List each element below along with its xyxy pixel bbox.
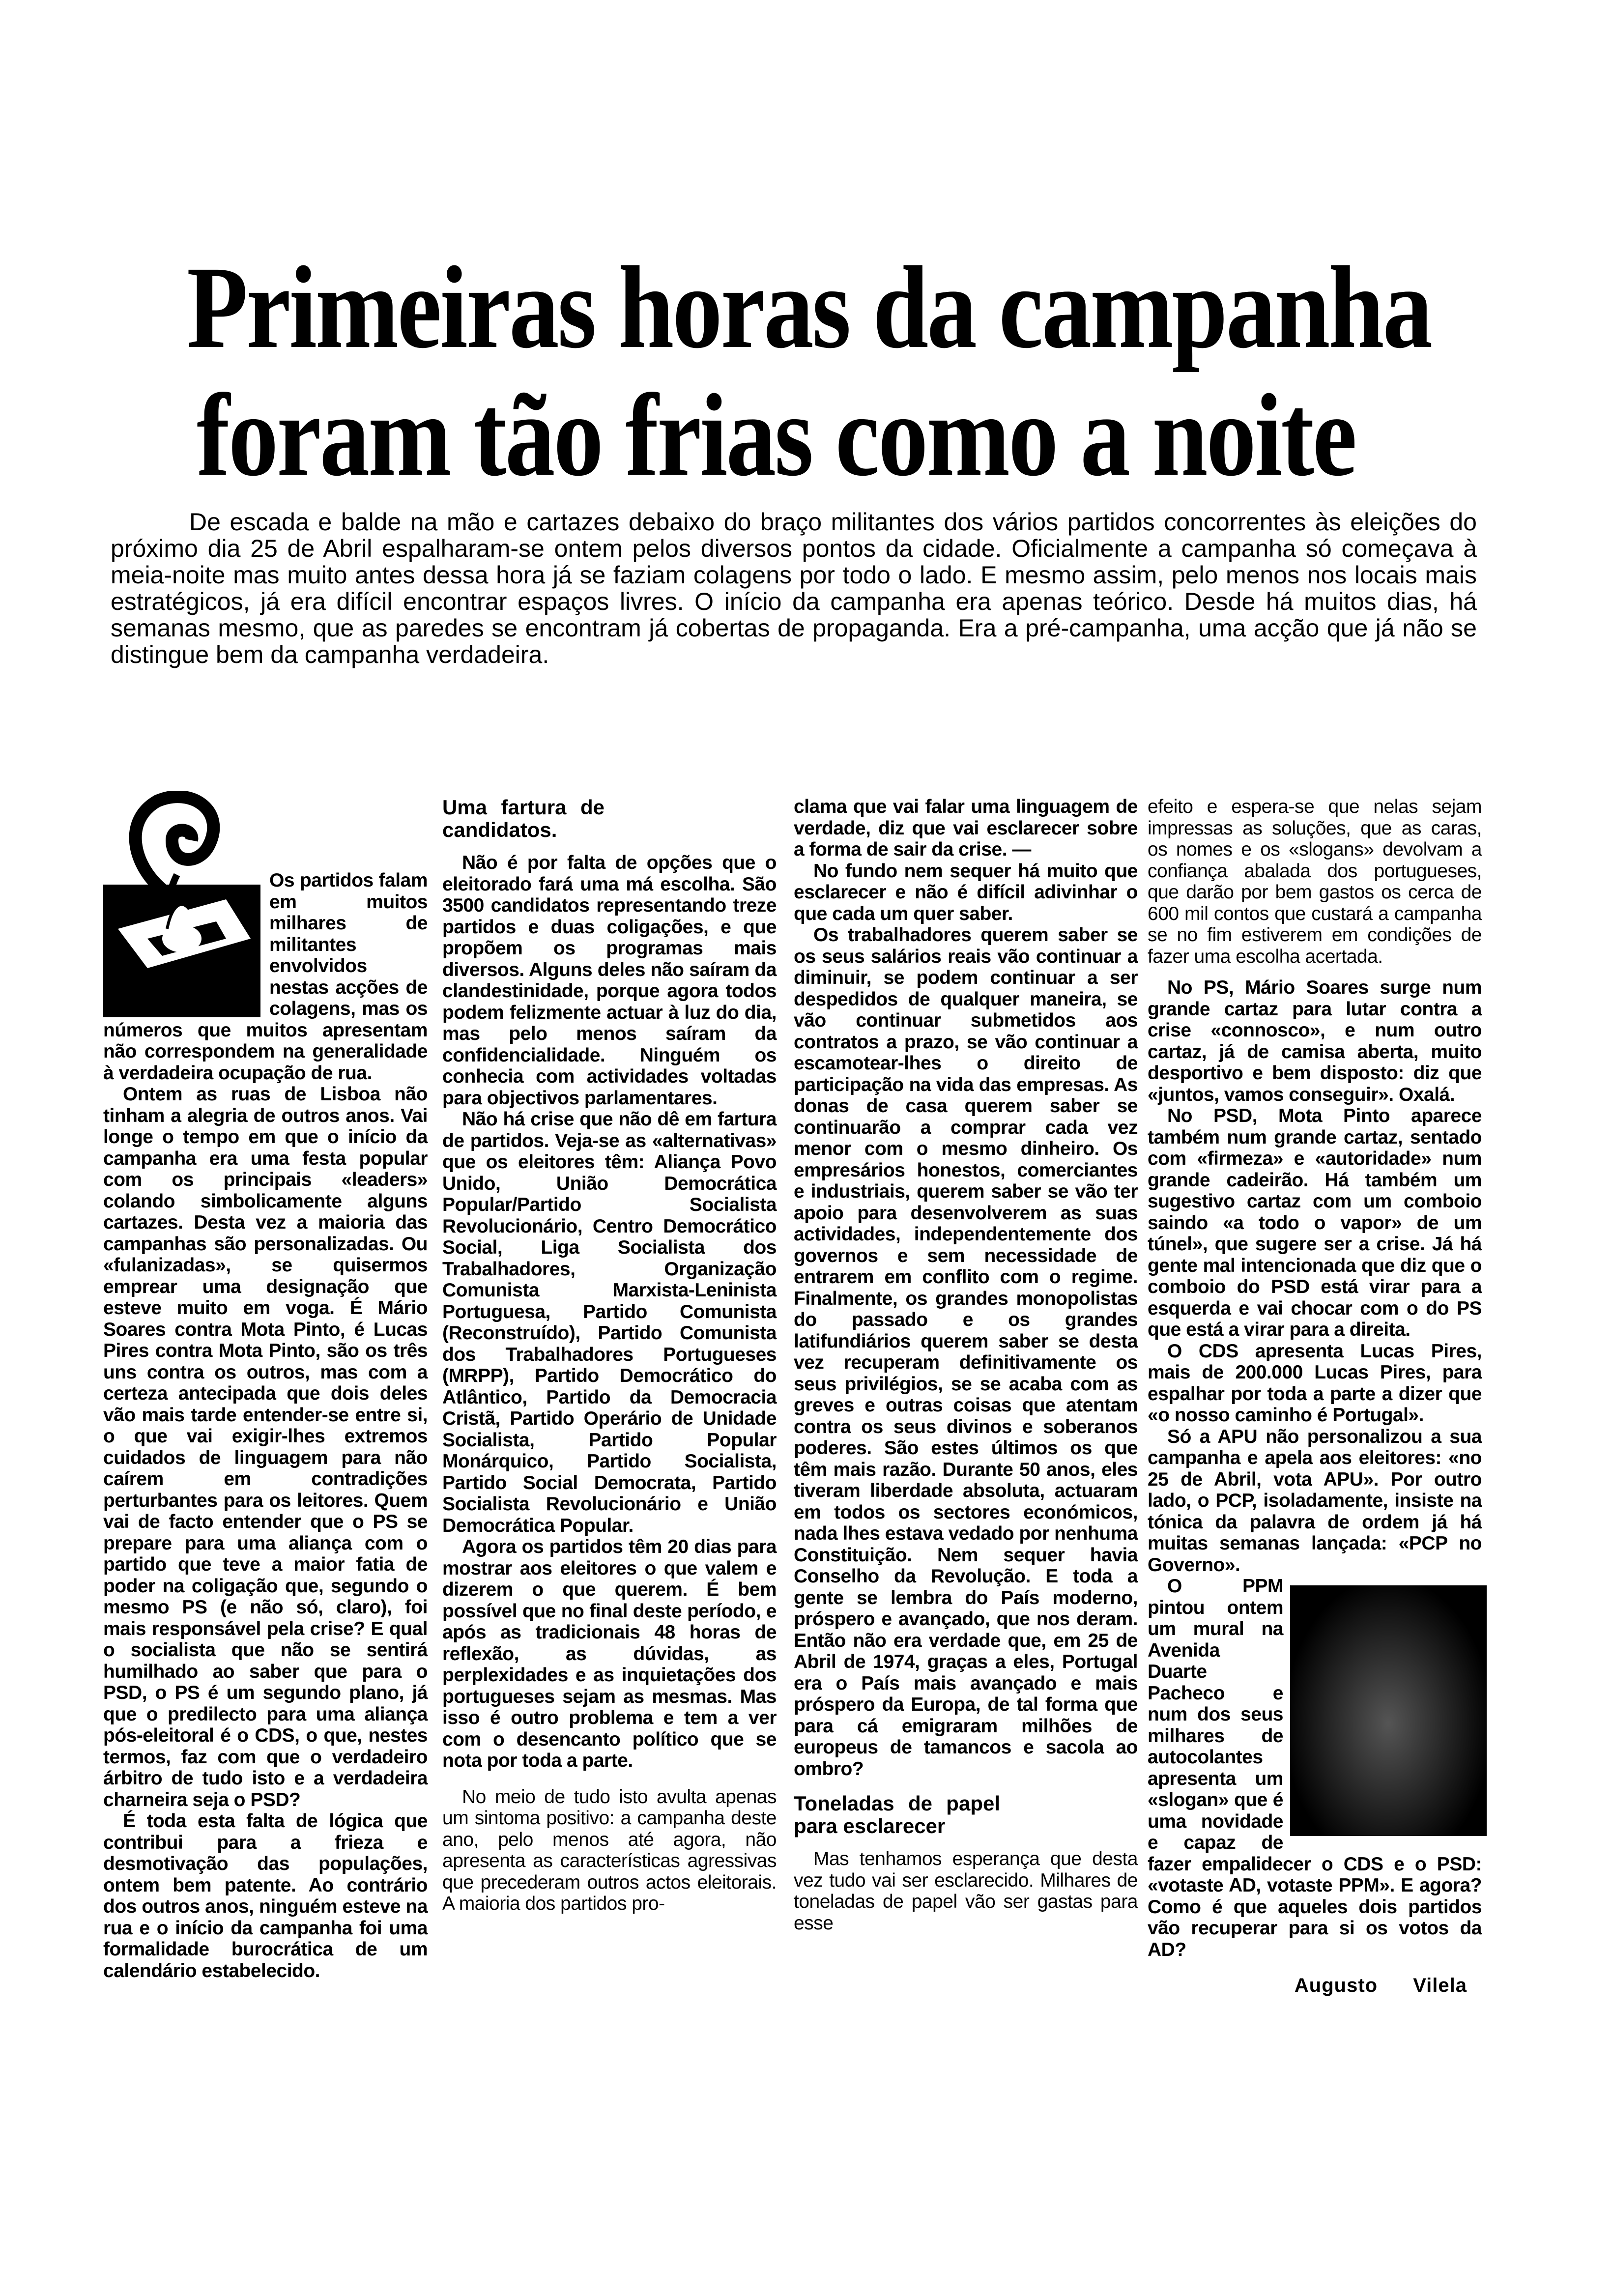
col4-paragraph-3: No PSD, Mota Pinto aparece também num grande cartaz, sentado com «firmeza» e «autoridade» num grande cadeirão. Há também um sugestivo cartaz com um comboio saindo «a todo o vapor» de um túnel», que sugere ser a crise. Já há gente mal intencionada que diz que o comboio do PSD está virar para a esquerda e vai chocar com o do PS que está a virar para a direita.: [1148, 1105, 1482, 1340]
subheading-toneladas-de-papel: Toneladas de papel para esclarecer: [794, 1792, 1000, 1837]
col4-paragraph-1: efeito e espera-se que nelas sejam impressas as soluções, que as caras, os nomes e os «slogans» devolvam a confiança abalada dos portugueses, que darão por bem gastos os cerca de 600 mil contos que custará a campanha se no fim estiverem em condições de fazer uma escolha acertada.: [1148, 796, 1482, 967]
author-portrait-photo: [1290, 1585, 1487, 1836]
subheading-uma-fartura: Uma fartura de candidatos.: [442, 796, 604, 841]
col1-paragraph-1: Os partidos falam em muitos milhares de militantes envolvidos nestas acções de colagens, mas os números que muitos apresentam não correspondem na generalidade à verdadeira ocupação de rua.: [103, 870, 428, 1084]
col2-paragraph-2: Não há crise que não dê em fartura de partidos. Veja-se as «alternativas» que os eleitores têm: Aliança Povo Unido, União Democrática Popular/Partido Socialista Revolucionário, Centro Democrático Social, Liga Socialista dos Trabalhadores, Organização Comunista Marxista-Leninista Portuguesa, Partido Comunista (Reconstruído), Partido Comunista dos Trabalhadores Portugueses (MRPP), Partido Democrático do Atlântico, Partido da Democracia Cristã, Partido Operário de Unidade Socialista, Partido Popular Monárquico, Partido Socialista, Partido Social Democrata, Partido Socialista Revolucionário e União Democrática Popular.: [442, 1109, 777, 1536]
lede-text: De escada e balde na mão e cartazes debaixo do braço militantes dos vários partidos concorrentes às eleições do próximo dia 25 de Abril espalharam-se ontem pelos diversos pontos da cidade. Oficialmente a campanha só começava à meia-noite mas muito antes dessa hora já se faziam colagens por todo o lado. E mesmo assim, pelo menos nos locais mais estratégicos, já era difícil encontrar espaços livres. O início da campanha era apenas teórico. Desde há muitos dias, há semanas mesmo, que as paredes se encontram já cobertas de propaganda. Era a pré-campanha, uma acção que já não se distingue bem da campanha verdadeira.: [111, 508, 1477, 668]
byline: Augusto Vilela: [1294, 1975, 1467, 1996]
col2-paragraph-1: Não é por falta de opções que o eleitorado fará uma má escolha. São 3500 candidatos representando treze partidos e duas coligações, e que propõem os programas mais diversos. Alguns deles não saíram da clandestinidade, porque agora todos podem felizmente actuar à luz do dia, mas pelo menos saíram da confidencialidade. Ninguém os conhecia com actividades voltadas para objectivos parlamentares.: [442, 852, 777, 1109]
col3-paragraph-1: clama que vai falar uma linguagem de verdade, diz que vai esclarecer sobre a forma de sair da crise. —: [794, 796, 1138, 860]
lede-paragraph: [111, 509, 1477, 668]
col3-paragraph-4: Mas tenhamos esperança que desta vez tudo vai ser esclarecido. Milhares de toneladas de papel vão ser gastas para esse: [794, 1848, 1138, 1934]
column-3: [794, 796, 1138, 1934]
headline-line-1: Primeiras horas da campanha: [187, 242, 1431, 373]
col3-paragraph-2: No fundo nem sequer há muito que esclarecer e não é difícil adivinhar o que cada um quer saber.: [794, 860, 1138, 924]
col4-paragraph-5: Só a APU não personalizou a sua campanha e apela aos eleitores: «no 25 de Abril, vota APU». Por outro lado, o PCP, isoladamente, insiste na tónica da palavra de ordem já há muitas semanas lançada: «PCP no Governo».: [1148, 1426, 1482, 1576]
col2-paragraph-3: Agora os partidos têm 20 dias para mostrar aos eleitores o que valem e dizerem o que querem. É bem possível que no final deste período, e após as tradicionais 48 horas de reflexão, as dúvidas, as perplexidades e as inquietações dos portugueses sejam as mesmas. Mas isso é outro problema e tem a ver com o desencanto político que se nota por toda a parte.: [442, 1536, 777, 1771]
col3-paragraph-3: Os trabalhadores querem saber se os seus salários reais vão continuar a diminuir, se podem continuar a ser despedidos de qualquer maneira, se vão continuar submetidos aos contratos a prazo, se vão continuar a escamotear-lhes o direito de participação na vida das empresas. As donas de casa querem saber se continuarão a comprar cada vez menor com o mesmo dinheiro. Os empresários honestos, comerciantes e industriais, querem saber se vão ter apoio para desenvolverem as suas actividades, independentemente dos governos e sem necessidade de entrarem em conflito com o regime. Finalmente, os grandes monopolistas do passado e os grandes latifundiários querem saber se desta vez recuperam definitivamente os seus privilégios, se se acaba com as greves e outras coisas que atentam contra os seus divinos e soberanos poderes. São estes últimos os que têm mais razão. Durante 50 anos, eles tiveram liberdade absoluta, actuaram em todos os sectores económicos, nada lhes estava vedado por nenhuma Constituição. Nem sequer havia Conselho da Revolução. E toda a gente se lembra do País moderno, próspero e avançado, que nos deram. Então não era verdade que, em 25 de Abril de 1974, graças a eles, Portugal era o País mais avançado e mais próspero da Europa, de tal forma que para cá emigraram milhões de europeus de tamancos e sacola ao ombro?: [794, 924, 1138, 1779]
col1-paragraph-2: Ontem as ruas de Lisboa não tinham a alegria de outros anos. Vai longe o tempo em que o início da campanha era uma festa popular com os principais «leaders» colando simbolicamente alguns cartazes. Desta vez a maioria das campanhas são personalizadas. Ou «fulanizadas», se quisermos emprear uma designação que esteve muito em voga. É Mário Soares contra Mota Pinto, é Lucas Pires contra Mota Pinto, são os três uns contra os outros, mas com a certeza antecipada que dois deles vão mais tarde entender-se entre si, o que vai exigir-lhes extremos cuidados de linguagem para não caírem em contradições perturbantes para os leitores. Quem vai de facto entender que o PS se prepare para uma aliança com o partido que teve a maior fatia de poder na coligação que, segundo o mesmo PS (e não só, claro), foi mais responsável pela crise? E qual o socialista que não se sentirá humilhado ao saber que para o PSD, o PS é um segundo plano, já que o predilecto para uma aliança pós-eleitoral é o CDS, o que, nestes termos, faz com que o verdadeiro árbitro de tudo isto e a verdadeira charneira seja o PSD?: [103, 1084, 428, 1810]
col4-paragraph-2: No PS, Mário Soares surge num grande cartaz para lutar contra a crise «connosco», e num outro cartaz, já de camisa aberta, muito desportivo e bem disposto: diz que «juntos, vamos conseguir». Oxalá.: [1148, 977, 1482, 1105]
col4-paragraph-4: O CDS apresenta Lucas Pires, mais de 200.000 Lucas Pires, para espalhar por toda a parte a dizer que «o nosso caminho é Portugal».: [1148, 1340, 1482, 1426]
col4-paragraph-6: O PPM pintou ontem um mural na Avenida Duarte Pacheco e num dos seus milhares de autocolantes apresenta um «slogan» que é uma novidade e capaz de fazer empalidecer o CDS e o PSD: «votaste AD, votaste PPM». E agora? Como é que aqueles dois partidos vão recuperar para si os votos da AD?: [1148, 1576, 1482, 1960]
ballot-box-question-mark-icon: [103, 791, 260, 1017]
col2-paragraph-4: No meio de tudo isto avulta apenas um sintoma positivo: a campanha deste ano, pelo menos até agora, não apresenta as características agressivas que precederam outros actos eleitorais. A maioria dos partidos pro-: [442, 1786, 777, 1914]
headline-line-2: foram tão frias como a noite: [197, 370, 1355, 500]
column-1: [103, 796, 428, 1981]
column-2: [442, 796, 777, 1915]
column-4: [1148, 796, 1482, 1997]
col1-paragraph-3: É toda esta falta de lógica que contribui para a frieza e desmotivação das populações, ontem bem patente. Ao contrário dos outros anos, ninguém esteve na rua e o início da campanha foi uma formalidade burocrática de um calendário estabelecido.: [103, 1810, 428, 1981]
